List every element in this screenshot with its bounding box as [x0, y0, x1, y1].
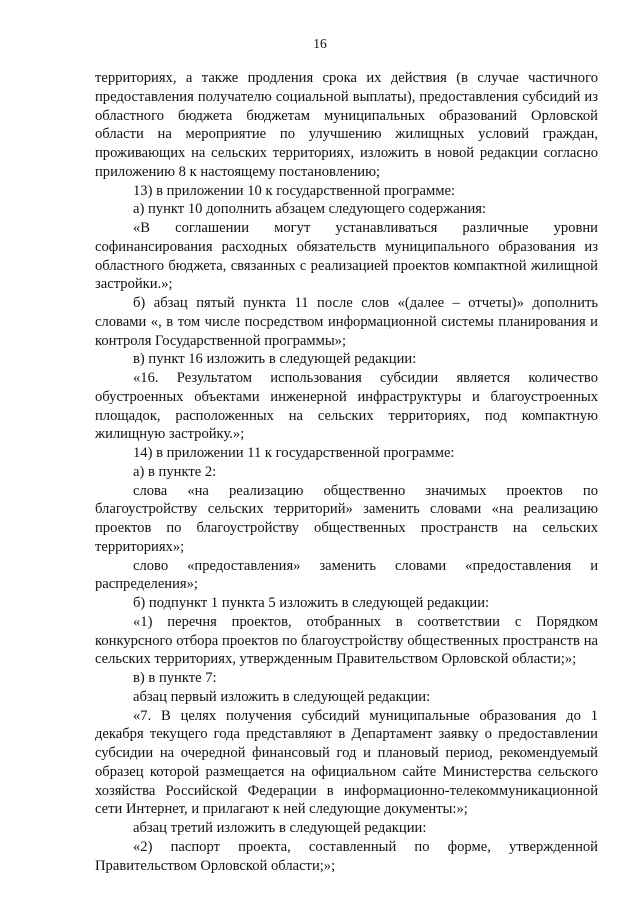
page-number: 16: [313, 36, 327, 51]
item-14-b-quote: «1) перечня проектов, отобранных в соответствии с Порядком конкурсного отбора проектов по благоустройству общественных пространств на сельских территориях, утвержденным Правительством Орловской области;»;: [95, 613, 598, 668]
item-14-c-third-paragraph: абзац третий изложить в следующей редакции:: [133, 820, 427, 836]
item-13-c-quote: «16. Результатом использования субсидии является количество обустроенных объектами инженерной инфраструктуры и благоустроенных площадок, расположенных на сельских территориях, под компактную жилищную застройку.»;: [95, 370, 598, 443]
item-14-heading: 14) в приложении 11 к государственной программе:: [133, 445, 455, 461]
item-14-c-first-paragraph: абзац первый изложить в следующей редакции:: [133, 688, 431, 705]
item-14-c: в) в пункте 7:: [133, 670, 217, 686]
item-13-a: а) пункт 10 дополнить абзацем следующего содержания:: [133, 201, 487, 218]
document-body: [95, 69, 598, 875]
item-14-c-first-quote: «7. В целях получения субсидий муниципальные образования до 1 декабря текущего года представляют в Департамент заявку о предоставлении субсидии на очередной финансовый год и плановый период, рекомендуемый образец которой размещается на официальном сайте Министерства сельского хозяйства Российской Федерации в информационно-телекоммуникационной сети Интернет, и прилагают к ней следующие документы:»;: [95, 707, 598, 818]
item-13-heading: 13) в приложении 10 к государственной программе:: [133, 182, 456, 199]
item-14-a-word: слово «предоставления» заменить словами «предоставления и распределения»;: [95, 557, 598, 593]
item-14-b: б) подпункт 1 пункта 5 изложить в следующей редакции:: [133, 595, 490, 611]
item-14-a-words: слова «на реализацию общественно значимых проектов по благоустройству сельских территорий» заменить словами «на реализацию проектов по благоустройству общественных пространств на сельских территориях»;: [95, 482, 598, 555]
item-14-a: а) в пункте 2:: [133, 463, 217, 480]
item-13-c: в) пункт 16 изложить в следующей редакции:: [133, 351, 417, 368]
item-14-c-third-quote: «2) паспорт проекта, составленный по форме, утвержденной Правительством Орловской области;»;: [95, 838, 598, 874]
paragraph-continuation: территориях, а также продления срока их действия (в случае частичного предоставления получателю социальной выплаты), предоставления субсидий из областного бюджета бюджетам муниципальных образований Орловской области на мероприятие по улучшению жилищных условий граждан, проживающих на сельских территориях, изложить в новой редакции согласно приложению 8 к настоящему постановлению;: [95, 70, 598, 180]
item-13-b: б) абзац пятый пункта 11 после слов «(далее – отчеты)» дополнить словами «, в том числе посредством информационной системы планирования и контроля Государственной программы»;: [95, 295, 598, 349]
item-13-a-quote: «В соглашении могут устанавливаться различные уровни софинансирования расходных обязательств муниципального образования из областного бюджета, связанных с реализацией проектов компактной жилищной застройки.»;: [95, 220, 598, 293]
